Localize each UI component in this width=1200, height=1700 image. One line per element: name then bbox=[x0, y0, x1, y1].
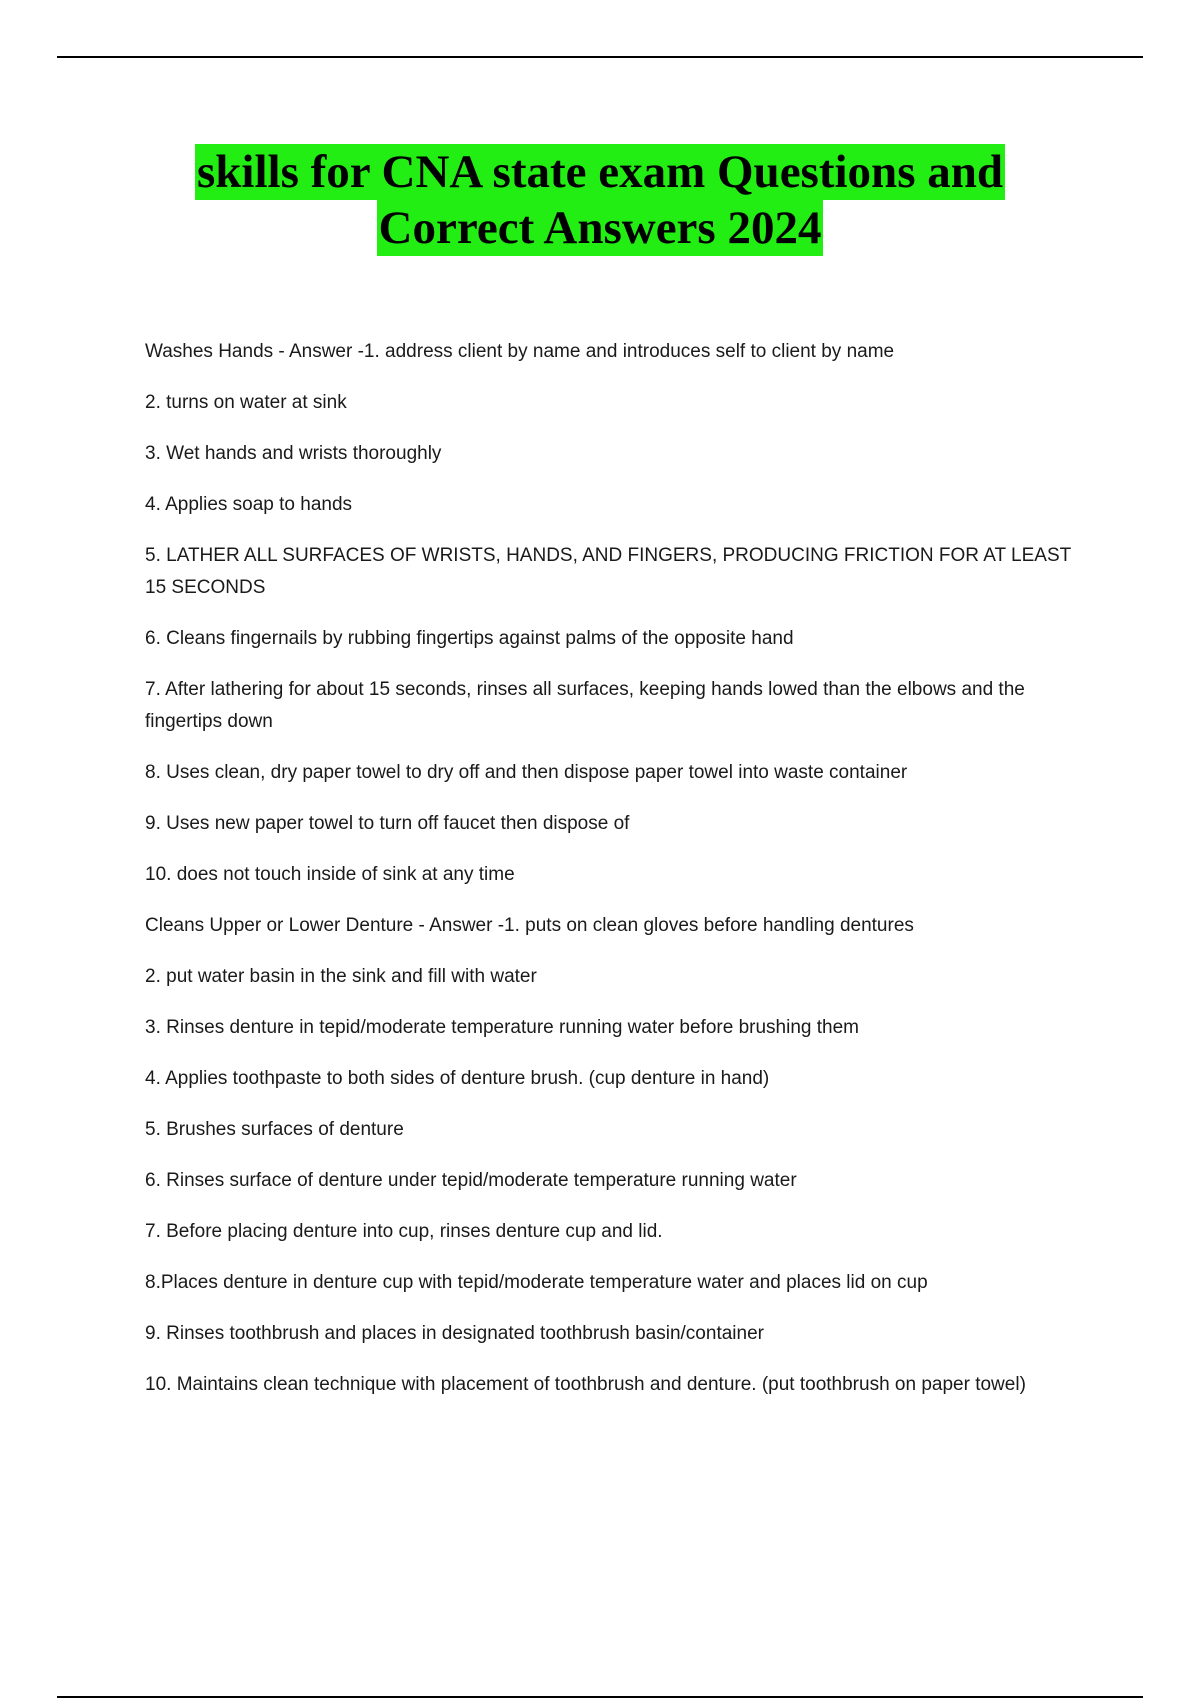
list-item: 8. Uses clean, dry paper towel to dry off and then dispose paper towel into waste container bbox=[145, 762, 908, 783]
list-item: 3. Wet hands and wrists thoroughly bbox=[145, 443, 442, 464]
list-item: 6. Cleans fingernails by rubbing fingertips against palms of the opposite hand bbox=[145, 628, 794, 649]
list-item: 5. Brushes surfaces of denture bbox=[145, 1119, 404, 1140]
title-line-2: Correct Answers 2024 bbox=[378, 202, 822, 254]
list-item: 7. Before placing denture into cup, rinses denture cup and lid. bbox=[145, 1221, 663, 1242]
document-title bbox=[0, 144, 1200, 256]
list-item: Washes Hands - Answer -1. address client by name and introduces self to client by name bbox=[145, 341, 895, 362]
list-item: 4. Applies soap to hands bbox=[145, 494, 353, 515]
list-item: 6. Rinses surface of denture under tepid/moderate temperature running water bbox=[145, 1170, 797, 1191]
list-item: 8.Places denture in denture cup with tepid/moderate temperature water and places lid on cup bbox=[145, 1272, 928, 1293]
top-rule bbox=[57, 56, 1143, 58]
list-item: 3. Rinses denture in tepid/moderate temperature running water before brushing them bbox=[145, 1017, 859, 1038]
list-item: 10. does not touch inside of sink at any time bbox=[145, 864, 515, 885]
list-item: 9. Rinses toothbrush and places in designated toothbrush basin/container bbox=[145, 1323, 764, 1344]
list-item: 2. put water basin in the sink and fill with water bbox=[145, 966, 537, 987]
list-item: Cleans Upper or Lower Denture - Answer -1. puts on clean gloves before handling dentures bbox=[145, 915, 914, 936]
list-item: 7. After lathering for about 15 seconds, rinses all surfaces, keeping hands lowed than the elbows and the fingertips down bbox=[145, 679, 1025, 732]
list-item: 2. turns on water at sink bbox=[145, 392, 347, 413]
list-item: 4. Applies toothpaste to both sides of denture brush. (cup denture in hand) bbox=[145, 1068, 770, 1089]
title-line-1: skills for CNA state exam Questions and bbox=[196, 146, 1004, 198]
document-body bbox=[145, 336, 1095, 1420]
list-item: 9. Uses new paper towel to turn off faucet then dispose of bbox=[145, 813, 630, 834]
list-item: 10. Maintains clean technique with placement of toothbrush and denture. (put toothbrush on paper towel) bbox=[145, 1374, 1026, 1395]
bottom-rule bbox=[57, 1696, 1143, 1698]
list-item: 5. LATHER ALL SURFACES OF WRISTS, HANDS, AND FINGERS, PRODUCING FRICTION FOR AT LEAST 15 SECONDS bbox=[145, 545, 1071, 598]
